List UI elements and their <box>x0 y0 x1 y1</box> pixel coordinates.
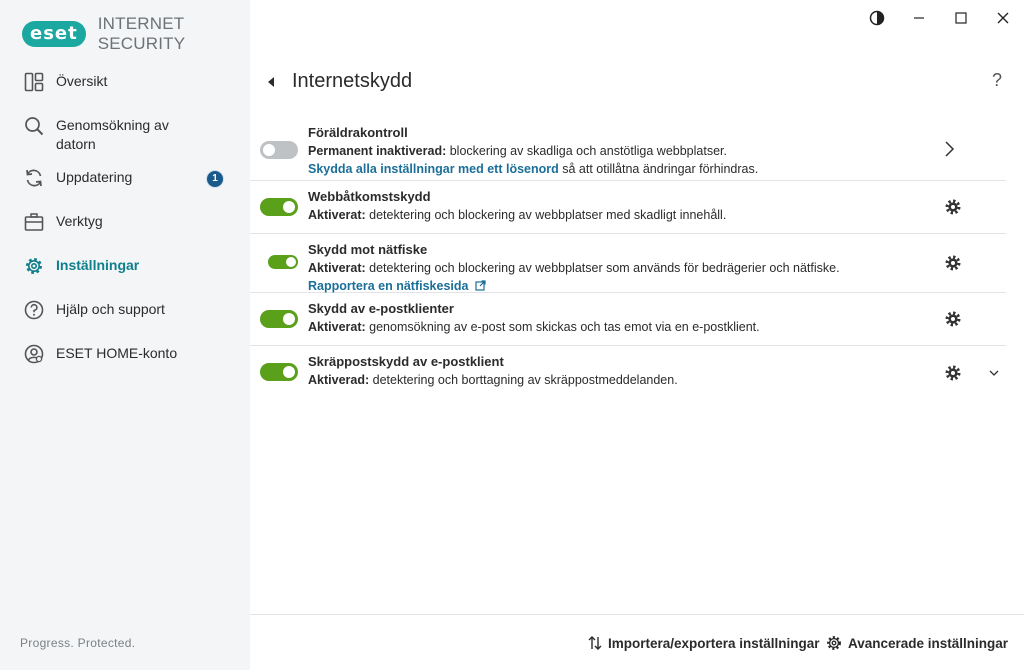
close-button[interactable] <box>982 0 1024 36</box>
sidebar-item-label: ESET HOME-konto <box>56 345 178 361</box>
toggle-knob <box>283 201 295 213</box>
sidebar <box>0 0 250 670</box>
password-protect-link[interactable]: Skydda alla inställningar med ett lösenord <box>308 162 559 176</box>
gear-icon[interactable] <box>944 364 962 382</box>
minimize-icon <box>913 12 925 24</box>
close-icon <box>997 12 1009 24</box>
setting-title: Skräppostskydd av e-postklient <box>308 354 504 369</box>
sidebar-item-label: Översikt <box>56 73 108 89</box>
setting-status: Aktiverat: <box>308 208 366 222</box>
setting-title: Föräldrakontroll <box>308 125 408 140</box>
page-header <box>264 70 412 93</box>
app-logo <box>22 14 250 54</box>
sidebar-item-tools[interactable] <box>0 202 250 246</box>
setting-row-email-client <box>250 293 1006 346</box>
back-button[interactable] <box>264 72 278 92</box>
back-arrow-icon <box>267 76 275 88</box>
setting-title: Skydd mot nätfiske <box>308 242 428 257</box>
toggle-knob <box>283 366 295 378</box>
theme-toggle-button[interactable] <box>856 0 898 36</box>
anti-phishing-toggle[interactable] <box>268 255 298 269</box>
setting-text <box>308 353 948 389</box>
sidebar-item-update[interactable] <box>0 158 250 202</box>
sidebar-item-scan[interactable] <box>0 106 250 158</box>
toggle-knob <box>283 313 295 325</box>
eset-logo: eset <box>22 21 86 47</box>
setting-description-text: detektering och borttagning av skräppostmeddelanden. <box>369 373 678 387</box>
setting-row-web-access <box>250 181 1006 234</box>
contrast-icon <box>869 10 885 26</box>
settings-list <box>250 117 1006 399</box>
setting-status: Permanent inaktiverad: <box>308 144 447 158</box>
gear-icon[interactable] <box>944 310 962 328</box>
sidebar-item-label: Uppdatering <box>56 169 133 185</box>
setting-text <box>308 188 948 224</box>
antispam-toggle[interactable] <box>260 363 298 381</box>
update-count-badge: 1 <box>206 170 224 188</box>
setting-description-text: genomsökning av e-post som skickas och tas emot via en e-postklient. <box>365 320 760 334</box>
product-name: INTERNET SECURITY <box>97 14 186 53</box>
setting-description-text: detektering och blockering av webbplatser som används för bedrägerier och nätfiske. <box>365 261 840 275</box>
refresh-icon <box>24 168 44 188</box>
import-export-icon <box>588 635 602 651</box>
parental-control-toggle[interactable] <box>260 141 298 159</box>
setting-description-text: blockering av skadliga och anstötliga webbplatser. <box>446 144 727 158</box>
import-export-label: Importera/exportera inställningar <box>608 635 820 651</box>
advanced-settings-label: Avancerade inställningar <box>848 635 1009 651</box>
import-export-button[interactable] <box>588 635 820 651</box>
setting-description-text: detektering och blockering av webbplatser med skadligt innehåll. <box>365 208 727 222</box>
advanced-settings-button[interactable] <box>826 635 1008 651</box>
minimize-button[interactable] <box>898 0 940 36</box>
chevron-right-icon[interactable] <box>940 140 958 158</box>
setting-text <box>308 300 948 336</box>
setting-description <box>308 206 948 224</box>
toggle-knob <box>286 257 296 267</box>
setting-description <box>308 371 948 389</box>
setting-title: Skydd av e-postklienter <box>308 301 454 316</box>
setting-link-line <box>308 160 948 178</box>
account-icon <box>24 344 44 364</box>
web-access-toggle[interactable] <box>260 198 298 216</box>
setting-description <box>308 259 948 277</box>
sidebar-item-label: Hjälp och support <box>56 301 165 317</box>
setting-text <box>308 241 948 295</box>
setting-status: Aktiverat: <box>308 261 366 275</box>
setting-text <box>308 124 948 178</box>
sidebar-nav <box>0 62 250 378</box>
help-icon <box>24 300 44 320</box>
setting-title: Webbåtkomstskydd <box>308 189 431 204</box>
maximize-icon <box>955 12 967 24</box>
chevron-down-icon[interactable] <box>988 367 1000 379</box>
setting-row-antispam <box>250 346 1006 399</box>
window-controls <box>856 0 1024 36</box>
setting-description <box>308 142 948 160</box>
sidebar-item-label: Genomsökning av datorn <box>56 117 169 152</box>
gear-icon[interactable] <box>944 254 962 272</box>
report-phishing-link[interactable]: Rapportera en nätfiskesida <box>308 279 469 293</box>
setting-status: Aktiverat: <box>308 320 366 334</box>
sidebar-item-label: Inställningar <box>56 257 140 273</box>
toggle-knob <box>263 144 275 156</box>
external-link-icon <box>475 280 486 291</box>
setting-description <box>308 318 948 336</box>
setting-row-parental-control <box>250 117 1006 181</box>
tagline: Progress. Protected. <box>20 636 136 650</box>
maximize-button[interactable] <box>940 0 982 36</box>
gear-icon <box>24 256 44 276</box>
setting-row-anti-phishing <box>250 234 1006 293</box>
search-icon <box>24 116 44 136</box>
email-client-toggle[interactable] <box>260 310 298 328</box>
toolbox-icon <box>24 212 44 232</box>
page-title: Internetskydd <box>292 70 413 92</box>
sidebar-item-label: Verktyg <box>56 213 103 229</box>
sidebar-item-eset-home[interactable] <box>0 334 250 378</box>
gear-icon[interactable] <box>944 198 962 216</box>
setting-status: Aktiverad: <box>308 373 370 387</box>
help-button[interactable]: ? <box>991 70 1002 90</box>
gear-icon <box>826 635 842 651</box>
sidebar-item-settings[interactable] <box>0 246 250 290</box>
sidebar-item-oversikt[interactable] <box>0 62 250 106</box>
bottom-bar <box>250 614 1024 670</box>
sidebar-item-help[interactable] <box>0 290 250 334</box>
main-content <box>250 0 1024 670</box>
dashboard-icon <box>24 72 44 92</box>
setting-link-suffix: så att otillåtna ändringar förhindras. <box>558 162 759 176</box>
